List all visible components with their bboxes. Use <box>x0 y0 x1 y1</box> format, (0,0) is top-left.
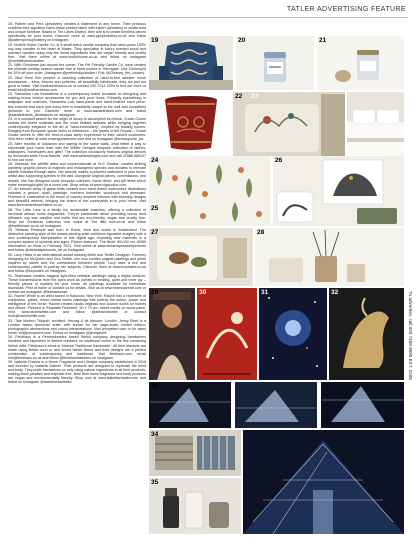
photo-number-20: 20 <box>238 37 246 44</box>
photo-number-22: 22 <box>235 93 243 100</box>
paragraph-21: 21. With Christmas just around the corner, The Pet Friendly Candle Co. have created the ultimate holiday season candle that is hand poured in Harrogate. Use Chutney20 for 20% off your order. (Instagram @petfriendlycandles / Fbk: @Chutney_the_cocker). <box>8 63 146 76</box>
photo-30-red-painting <box>197 288 257 380</box>
photo-22-red-pot <box>149 92 233 154</box>
photo-32-horse <box>329 288 404 380</box>
photo-35-fragrance <box>149 478 241 534</box>
photo-20-candle <box>236 36 314 90</box>
paragraph-27: 27. An eclectic array of game birds created from hand drawn watercolour illustrations includes a grouse, quail, partridge, northern bobwhite, woodcock and pheasant. Florence & Lowenstine is the home of country inspired interiors with stunning designs and beautiful artwork, bringing the charm of the countryside in to your home. Visit www.florenceandlowenstine.co.uk. <box>8 187 146 208</box>
photo-number-27: 27 <box>151 229 159 236</box>
paragraph-29: 29. Stefania Pessione was born in Rome, lives and works in Switzerland. The distinctive painting style of the award-winning artist combines figurative imagery with a new contemporary interpretation of this digital age, exploring new materials in a complex system of symbols and signs. Picture featured: ‘The Bride’ 50x100 cm. 60/60 Information on show in February 2021. Visit online at www.stefaniapessionepictures and follow @stefaniapessione_art on Instagram. <box>8 228 146 253</box>
header-divider <box>8 17 408 18</box>
feature-header: TATLER ADVERTISING FEATURE <box>286 6 406 13</box>
photo-28-diffuser <box>255 228 404 286</box>
photo-number-32: 32 <box>331 289 339 296</box>
photo-21-pet-candle <box>317 36 404 90</box>
photo-27-game-birds <box>149 228 253 286</box>
photo-number-33: 33 <box>151 383 159 390</box>
text-column <box>8 22 146 534</box>
photo-number-25: 25 <box>151 205 159 212</box>
paragraph-32: 32. Rachel White is an artist based in Kaikoura, New York. Rachel has a repertoire of expressive, gilded, mixed media works paintings that portray the action, power and intelligence of the horse. Rachel creates studio originals and custom works for homes and offices. Pictured is ‘Exquisite Restraint’, 50 x 70 cm, mixed media on wood panel. Visit www.rachelwhite.com and follow @artrachelwhite or contact hello@rachelwhite.com. <box>8 294 146 319</box>
paragraph-20: 20. Norfolk Home Candle Co. is a small-batch candle company that hand pours 100% soy wax candles in the heart of Wales. They specialise in luxury scented wood and scented candles using only the finest ingredients that are vegan friendly and cruelty free. Visit them online at www.norfolkhome.co.uk and follow on Instagram @norfolkhomecandles. <box>8 42 146 63</box>
photo-number-21: 21 <box>319 37 327 44</box>
photo-number-29: 28 <box>151 289 159 296</box>
paragraph-23: 23. Samantha Lois Illustrations is a contemporary brand focussed on designing and making luxury interior accessories for you and your home. Primarily specialising in wallpaper and cushions, Samantha Lois hand-paints and hand-finishes each piece, this ensures that each and every item is beautifully unique to the well and completely personal to you. Discover more at www.samanthalois.com and follow @samanthalois_illustrations on Instagram. <box>8 92 146 117</box>
photo-number-34: 34 <box>151 431 159 438</box>
paragraph-35: 35. Isabella Charles is a Home Fragrance and Lifestyle company established in 2018 and founded by Isabella Gabriel. Their products are designed to replenish the mind and body. They pride themselves on only using natural ingredients in all their products, making them paraben and sulphate free. Both their home fragrance and body products are vegan and environmentally friendly. Shop now at www.isabellacharles.com and follow on Instagram @isabellacharlesltd. <box>8 360 146 385</box>
paragraph-33: 33. ‘Tale Modern Triptych’ architect: Hecrag & de Meuron; London. Jenny Ekert is a London based American artist, well known for her large-scale, limited edition, photographic abstractions and cutout interpretations. Visit jennyekert.com or for sales email: art@jennyekert.com. Follow on Instagram @jennyekert. <box>8 318 146 335</box>
photo-number-30: 30 <box>199 289 207 296</box>
paragraph-30: 30. Lucy Hales is an international award winning Artist and Textile Designer. Formerly designing for McQueen and Zinc Textile, she now creates original paintings and prints inspired by nature and the connections between people, Lucy uses a rich and contemporary palette to portray her subjects. Discover more at www.lucyhales.co.uk and follow @lucyhales on Instagram. <box>8 252 146 274</box>
photo-33-detail <box>243 430 404 534</box>
photo-19-upholstered-chair <box>149 36 233 90</box>
paragraph-28: 28. The Little Luxe is a family run sustainable business, offering a collection of luxurious artisan home fragrances. They’re passionate about providing luxury reed diffusers, soy wax candles and melts that are eco-friendly, vegan and cruelty free. Shop the Christmas collection now online at The little luxe.co.uk and follow @thelittleluxe.co.uk on Instagram. <box>8 207 146 228</box>
photo-number-28: 28 <box>257 229 265 236</box>
photo-29-painting <box>149 288 195 380</box>
photo-24-bedding <box>347 92 404 156</box>
side-caption <box>405 215 415 455</box>
photo-33-triptych <box>149 382 404 428</box>
photo-number-31: 31 <box>261 289 269 296</box>
photo-25-wallpaper <box>149 156 271 226</box>
paragraph-22: 22. Mud Hove Bro present a stunning collection of hand-to-find sweater home accessories – trims, fixtures and potteries, all beautifully handmade, they are just too good to foster. Visit mudhaveblow.co.uk or contact 020 3744 2394 to find out more or email info@mudhaveblow.com. <box>8 75 146 92</box>
paragraph-19: 19. Pattern and Print Upholstery creates a statement in any home. Their precious combine their signature hand-drawn printed fabric with expert upholstery to create bold and unique furniture. Based in The Lakes District, their aim is to create timeless pieces specifically for your home. Discover more at www.pipupholstery.co.uk and follow @patternprintupholstery on Instagram. <box>8 22 146 43</box>
photo-number-35: 35 <box>151 479 159 486</box>
side-caption-text: To advertise, call 020 7499 9080 EXT. 2205 <box>407 290 413 380</box>
photo-number-23: 23 <box>251 93 259 100</box>
paragraph-24: 24. In a constant search for the origin of luxury to accomplish its revival, Crown Goose selects the finest materials and the most brilliant artisans while bringing together contemporary elegance to the art of ‘hand-embroidery’, inspired by leading homes. Ranging from European goose down to eiderdown – the jewels of the Royals – Crown Goose strives to offer the best-in-class sleep experience to their valued customers. Visit them online at www.crowngoosehome.com and on Instagram @crowngoose_pa. <box>8 117 146 142</box>
photo-number-26: 26 <box>275 157 283 164</box>
paragraph-34: 34. Fieldhaus is a Pembrokeshire based Welsh company designing handwoven blankets and tapestries in limited numbers on traditional looms in the few remaining Welsh mills. Fieldhaus’s ethos is ‘Natural Traditional Handmade’. All their blankets are made using British wool or rare breed Welsh fleece and their designs are a perfect combination of contemporary and traditional. Visit fieldhaus.com, email info@fieldhaus.co.uk and follow @fieldhausblankets on Instagram. <box>8 335 146 360</box>
photo-34-blankets <box>149 430 241 476</box>
photo-31-celestial <box>259 288 327 380</box>
paragraph-25: 25. After months of lockdown and staring at the same walls, what better a way to rejuvenate your home than with the Wilder Designs bespoke collection of fabrics, wallpapers, homewares and gifts? The collection exclusively features original artwork by renowned artist Fiona Barnett. Visit www.wilderdesigns.com and call 07886 685107 to find out more. <box>8 141 146 162</box>
photo-23-cushion <box>233 92 345 156</box>
paragraph-26: 26. Vanessa, the wildlife artist and conservationist at VLG Studios, creates striking painterly, graphic pieces of majestic and endangered species and donates to relevant wildlife charities through sales. Her artwork makes a powerful statement in your home, whilst also supporting species in the wild. Alongside original pieces, commissions, and murals, she has designed some bespoke cushions, home décor, and gift items which make meaningful gifts for a loved one. Shop online at www.vlgstudios.com. <box>8 162 146 187</box>
photo-number-19: 19 <box>151 37 159 44</box>
photo-26-wildlife-art <box>273 156 404 226</box>
photo-number-24: 24 <box>151 157 159 164</box>
paragraph-31: 31. Teamwave creates magical light-filled celestial paintings using a digital medium. These transmissions from the stars work as portals to healing, quiet and inner joy – friendly pieces of mystery for your home. All paintings available for immediate download. Print at home or contact us for details. Visit us at www.teamwaveart.com or contact via Instagram @teamwaveart. <box>8 273 146 294</box>
